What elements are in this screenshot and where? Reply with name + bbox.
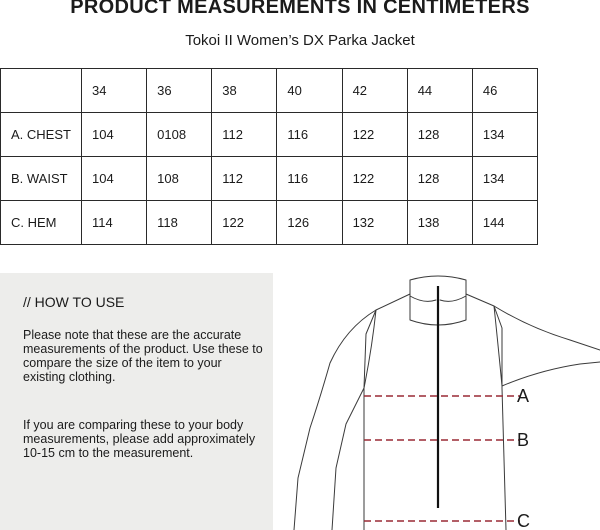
how-to-use-panel	[0, 273, 273, 530]
table-cell: 126	[277, 201, 342, 245]
product-name: Tokoi II Women’s DX Parka Jacket	[185, 32, 415, 49]
table-cell: 108	[147, 157, 212, 201]
table-cell: 0108	[147, 113, 212, 157]
table-cell: 128	[407, 157, 472, 201]
row-label: C. HEM	[1, 201, 82, 245]
jacket-sleeve-right-inner	[502, 362, 600, 386]
jacket-body-left	[364, 294, 410, 530]
table-cell: 122	[212, 201, 277, 245]
page-title: PRODUCT MEASUREMENTS IN CENTIMETERS	[70, 0, 530, 18]
jacket-collar-right-edge	[440, 296, 466, 301]
table-corner-cell	[1, 69, 82, 113]
table-row	[1, 157, 538, 201]
size-header: 38	[212, 69, 277, 113]
table-cell: 116	[277, 113, 342, 157]
row-label: A. CHEST	[1, 113, 82, 157]
row-label: B. WAIST	[1, 157, 82, 201]
hem-label: C	[517, 511, 530, 530]
jacket-sleeve-left-inner	[332, 388, 364, 530]
table-cell: 122	[342, 113, 407, 157]
jacket-collar-left-edge	[410, 296, 436, 301]
size-header: 34	[82, 69, 147, 113]
jacket-illustration	[280, 268, 600, 530]
jacket-diagram	[280, 268, 600, 530]
table-cell: 118	[147, 201, 212, 245]
how-to-use-title: // HOW TO USE	[23, 294, 125, 310]
size-header: 42	[342, 69, 407, 113]
table-cell: 132	[342, 201, 407, 245]
table-row	[1, 201, 538, 245]
table-row	[1, 113, 538, 157]
table-cell: 122	[342, 157, 407, 201]
table-cell: 134	[472, 157, 537, 201]
size-header: 44	[407, 69, 472, 113]
how-to-use-paragraph: If you are comparing these to your body measurements, please add approximately 10-15 cm to the measurement.	[23, 418, 256, 460]
table-cell: 104	[82, 157, 147, 201]
table-cell: 128	[407, 113, 472, 157]
jacket-body-right	[466, 294, 506, 530]
size-header: 36	[147, 69, 212, 113]
size-header: 46	[472, 69, 537, 113]
table-cell: 138	[407, 201, 472, 245]
table-cell: 112	[212, 157, 277, 201]
jacket-sleeve-right	[494, 306, 600, 350]
table-cell: 144	[472, 201, 537, 245]
size-header: 40	[277, 69, 342, 113]
waist-label: B	[517, 430, 530, 450]
table-cell: 104	[82, 113, 147, 157]
table-cell: 112	[212, 113, 277, 157]
table-cell: 114	[82, 201, 147, 245]
table-cell: 134	[472, 113, 537, 157]
table-cell: 116	[277, 157, 342, 201]
table-header-row	[1, 69, 538, 113]
chest-label: A	[517, 386, 530, 406]
how-to-use-paragraph: Please note that these are the accurate measurements of the product. Use these to compare the size of the item to your existing clothing.	[23, 328, 263, 384]
size-table	[0, 68, 538, 245]
